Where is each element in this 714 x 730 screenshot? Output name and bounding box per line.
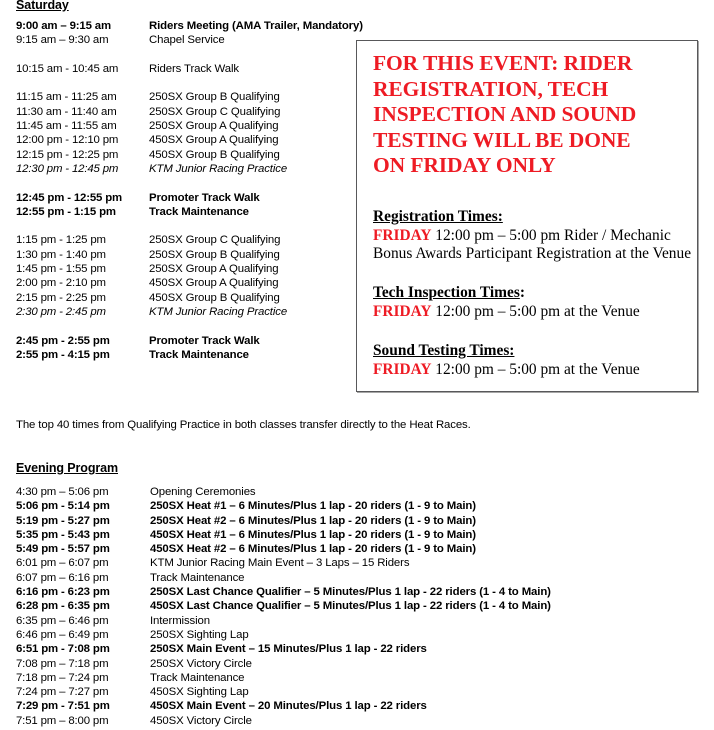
schedule-row-description: 450SX Victory Circle: [150, 714, 252, 727]
friday-label: FRIDAY: [373, 302, 432, 320]
schedule-row-description: Track Maintenance: [149, 348, 249, 361]
schedule-row-description: 250SX Group C Qualifying: [149, 234, 281, 247]
schedule-row-description: Riders Meeting (AMA Trailer, Mandatory): [149, 20, 363, 32]
schedule-row-description: 450SX Main Event – 20 Minutes/Plus 1 lap - 22 riders: [150, 700, 427, 713]
evening-program-heading: Evening Program: [16, 461, 118, 475]
notice-section-header: Registration Times:: [373, 208, 503, 225]
schedule-row-time: 1:15 pm - 1:25 pm: [16, 234, 106, 247]
schedule-row-time: 7:08 pm – 7:18 pm: [16, 657, 109, 670]
schedule-row-time: 12:15 pm - 12:25 pm: [16, 148, 119, 161]
schedule-row-description: KTM Junior Racing Practice: [149, 305, 288, 318]
schedule-row-description: KTM Junior Racing Main Event – 3 Laps – 15 Riders: [150, 557, 410, 570]
schedule-row: [16, 628, 706, 642]
notice-section-header: Tech Inspection Times:: [373, 284, 525, 301]
schedule-row-time: 7:24 pm – 7:27 pm: [16, 686, 109, 699]
schedule-row-time: 12:00 pm - 12:10 pm: [16, 134, 119, 147]
schedule-row: [16, 528, 706, 542]
schedule-row-description: Riders Track Walk: [149, 62, 239, 75]
schedule-row-time: 12:30 pm - 12:45 pm: [16, 162, 119, 175]
schedule-row-description: 250SX Last Chance Qualifier – 5 Minutes/Plus 1 lap - 22 riders (1 - 4 to Main): [150, 586, 551, 599]
schedule-row-time: 9:00 am – 9:15 am: [16, 20, 111, 32]
schedule-row-description: 450SX Group B Qualifying: [149, 148, 280, 161]
schedule-row-time: 2:00 pm - 2:10 pm: [16, 277, 106, 290]
schedule-row-description: 250SX Heat #2 – 6 Minutes/Plus 1 lap - 20 riders (1 - 9 to Main): [150, 514, 476, 527]
sound-testing-times-section: [373, 342, 693, 379]
schedule-row-description: 250SX Group A Qualifying: [149, 263, 279, 276]
schedule-row-time: 5:49 pm - 5:57 pm: [16, 543, 110, 556]
schedule-row-description: 250SX Group A Qualifying: [149, 120, 279, 133]
notice-headline-line: TESTING WILL BE DONE: [373, 127, 631, 152]
schedule-row-time: 2:45 pm - 2:55 pm: [16, 334, 110, 347]
schedule-row-description: Track Maintenance: [150, 571, 245, 584]
schedule-row: [16, 556, 706, 570]
registration-times-section: [373, 208, 693, 264]
schedule-row-description: Opening Ceremonies: [150, 486, 256, 498]
schedule-row-description: 450SX Heat #2 – 6 Minutes/Plus 1 lap - 20 riders (1 - 9 to Main): [150, 543, 476, 556]
schedule-row-time: 12:45 pm - 12:55 pm: [16, 191, 123, 204]
schedule-row-description: Chapel Service: [149, 34, 225, 47]
schedule-row-time: 6:07 pm – 6:16 pm: [16, 571, 109, 584]
schedule-row: [16, 642, 706, 656]
schedule-row: [16, 699, 706, 713]
schedule-row-description: 250SX Heat #1 – 6 Minutes/Plus 1 lap - 20 riders (1 - 9 to Main): [150, 500, 476, 513]
notice-headline-line: INSPECTION AND SOUND: [373, 102, 637, 126]
schedule-row-time: 7:18 pm – 7:24 pm: [16, 671, 109, 684]
transfer-note: The top 40 times from Qualifying Practice in both classes transfer directly to the Heat Races.: [16, 419, 471, 431]
schedule-row-time: 6:46 pm – 6:49 pm: [16, 628, 109, 641]
schedule-row-description: Track Maintenance: [149, 205, 249, 218]
notice-section-line-1: FRIDAY 12:00 pm – 5:00 pm at the Venue: [373, 360, 640, 378]
schedule-row: [16, 485, 706, 499]
notice-section-line-2: Bonus Awards Participant Registration at the Venue: [373, 245, 692, 263]
friday-label: FRIDAY: [373, 226, 432, 244]
schedule-row-time: 6:16 pm - 6:23 pm: [16, 586, 110, 599]
schedule-row: [16, 685, 706, 699]
schedule-row: [16, 499, 706, 513]
schedule-row-description: 250SX Main Event – 15 Minutes/Plus 1 lap - 22 riders: [150, 643, 427, 656]
schedule-row: [16, 657, 706, 671]
notice-headline-line: REGISTRATION, TECH: [373, 76, 609, 101]
schedule-row: [16, 671, 706, 685]
schedule-row-description: 450SX Group B Qualifying: [149, 291, 280, 304]
schedule-row-time: 2:30 pm - 2:45 pm: [16, 305, 106, 318]
schedule-row-description: 250SX Group C Qualifying: [149, 105, 281, 118]
schedule-row-description: Intermission: [150, 614, 210, 627]
notice-section-line-1: FRIDAY 12:00 pm – 5:00 pm Rider / Mechanic: [373, 226, 671, 244]
schedule-row: [16, 514, 706, 528]
schedule-row-description: 250SX Group B Qualifying: [149, 91, 280, 104]
schedule-row: [16, 614, 706, 628]
schedule-row-time: 1:45 pm - 1:55 pm: [16, 263, 106, 276]
schedule-row-description: 250SX Victory Circle: [150, 657, 252, 670]
schedule-row-description: 450SX Group A Qualifying: [149, 134, 279, 147]
schedule-row: [16, 599, 706, 613]
schedule-row-time: 6:01 pm – 6:07 pm: [16, 557, 109, 570]
schedule-row-description: Promoter Track Walk: [149, 334, 260, 347]
schedule-row-time: 11:15 am - 11:25 am: [16, 91, 117, 104]
friday-label: FRIDAY: [373, 360, 432, 378]
schedule-row-time: 11:30 am - 11:40 am: [16, 105, 117, 118]
schedule-row-time: 7:29 pm - 7:51 pm: [16, 700, 110, 713]
schedule-row: [16, 19, 436, 33]
schedule-row: [16, 571, 706, 585]
schedule-row-time: 4:30 pm – 5:06 pm: [16, 486, 109, 498]
schedule-row-description: KTM Junior Racing Practice: [149, 162, 288, 175]
schedule-row-time: 6:28 pm - 6:35 pm: [16, 600, 110, 613]
schedule-row-description: 450SX Sighting Lap: [150, 686, 249, 699]
schedule-row-time: 2:55 pm - 4:15 pm: [16, 348, 110, 361]
schedule-row: [16, 542, 706, 556]
schedule-row-description: 250SX Group B Qualifying: [149, 248, 280, 261]
schedule-row-description: 450SX Last Chance Qualifier – 5 Minutes/Plus 1 lap - 22 riders (1 - 4 to Main): [150, 600, 551, 613]
schedule-row-time: 6:35 pm – 6:46 pm: [16, 614, 109, 627]
schedule-row-time: 2:15 pm - 2:25 pm: [16, 291, 106, 304]
schedule-row-description: 450SX Heat #1 – 6 Minutes/Plus 1 lap - 20 riders (1 - 9 to Main): [150, 528, 476, 541]
notice-headline: [373, 51, 689, 179]
schedule-row-time: 12:55 pm - 1:15 pm: [16, 205, 116, 218]
schedule-row-description: Promoter Track Walk: [149, 191, 260, 204]
friday-notice-box: [356, 40, 698, 392]
schedule-row-time: 1:30 pm - 1:40 pm: [16, 248, 106, 261]
evening-schedule-table: [16, 485, 706, 728]
schedule-row-time: 5:35 pm - 5:43 pm: [16, 528, 110, 541]
schedule-row-description: Track Maintenance: [150, 671, 245, 684]
schedule-row-time: 11:45 am - 11:55 am: [16, 120, 117, 133]
schedule-row: [16, 585, 706, 599]
notice-headline-line: FOR THIS EVENT: RIDER: [373, 51, 633, 75]
tech-inspection-times-section: [373, 284, 693, 321]
schedule-row-time: 10:15 am - 10:45 am: [16, 62, 119, 75]
notice-section-header: Sound Testing Times:: [373, 342, 515, 359]
notice-section-line-1: FRIDAY 12:00 pm – 5:00 pm at the Venue: [373, 302, 640, 320]
saturday-heading: Saturday: [16, 0, 69, 12]
notice-headline-line: ON FRIDAY ONLY: [373, 153, 556, 177]
schedule-row-time: 6:51 pm - 7:08 pm: [16, 643, 110, 656]
schedule-row-time: 5:06 pm - 5:14 pm: [16, 500, 110, 513]
notice-section-header-colon: :: [519, 284, 525, 301]
schedule-row-description: 450SX Group A Qualifying: [149, 277, 279, 290]
schedule-row-time: 9:15 am – 9:30 am: [16, 34, 109, 47]
schedule-row-description: 250SX Sighting Lap: [150, 628, 249, 641]
schedule-row-time: 5:19 pm - 5:27 pm: [16, 514, 110, 527]
schedule-row-time: 7:51 pm – 8:00 pm: [16, 714, 109, 727]
schedule-row: [16, 714, 706, 728]
